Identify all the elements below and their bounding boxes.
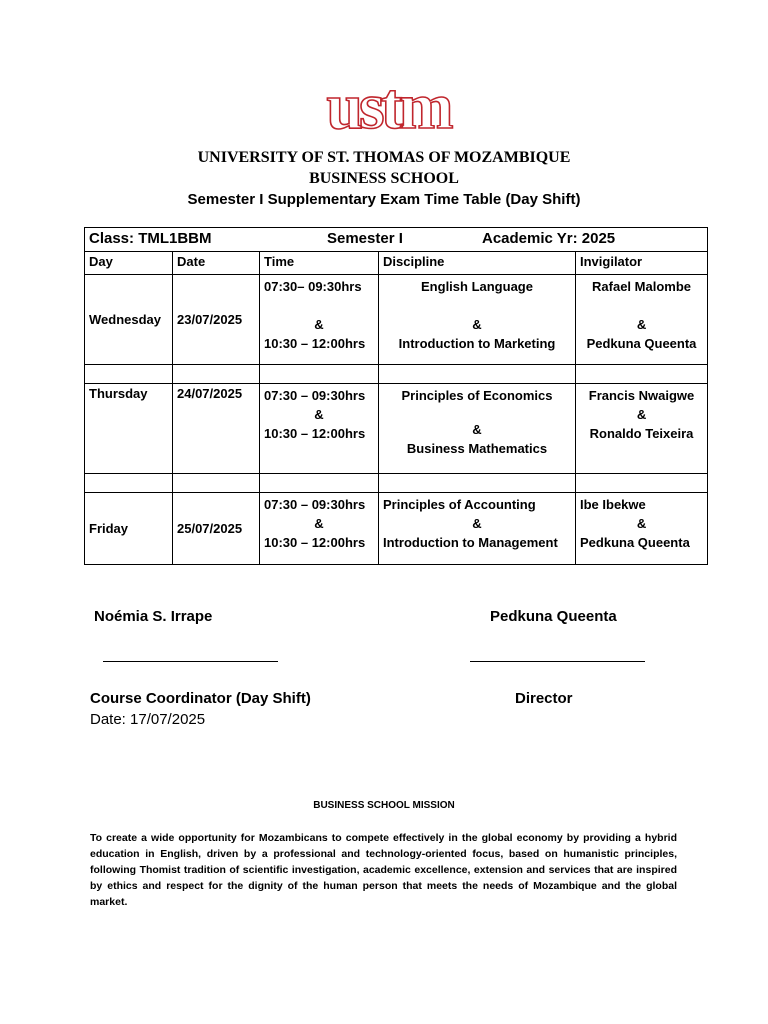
university-name: UNIVERSITY OF ST. THOMAS OF MOZAMBIQUE <box>197 149 571 166</box>
row-day: Thursday <box>85 384 173 474</box>
col-time: Time <box>260 252 379 275</box>
mission-text: To create a wide opportunity for Mozambicans to compete effectively in the global economy by providing a hybrid education in English, driven by a professional and technology-oriented focus, based on humanistic principles, following Thomist tradition of scientific investigation, academic excellence, extension and services that are inspired by ethics and respect for the dignity of the human person that meets the needs of Mozambique and the global market. <box>90 832 677 908</box>
mission-title: BUSINESS SCHOOL MISSION <box>313 800 455 811</box>
class-label: Class: TML1BBM <box>89 230 212 247</box>
coordinator-signature-line <box>103 661 278 662</box>
svg-text:ustm: ustm <box>326 72 450 134</box>
row-discipline: Principles of Accounting & Introduction to Management <box>379 493 576 565</box>
table-row <box>85 493 708 565</box>
row-invigilator: Rafael Malombe & Pedkuna Queenta <box>576 275 708 365</box>
row-time: 07:30 – 09:30hrs & 10:30 – 12:00hrs <box>260 493 379 565</box>
document-date: Date: 17/07/2025 <box>90 711 206 728</box>
school-name: BUSINESS SCHOOL <box>309 170 459 187</box>
spacer-row <box>85 474 708 493</box>
director-name: Pedkuna Queenta <box>490 608 617 625</box>
row-invigilator: Francis Nwaigwe & Ronaldo Teixeira <box>576 384 708 474</box>
table-row <box>85 275 708 365</box>
row-date: 25/07/2025 <box>173 493 260 565</box>
timetable-title: Semester I Supplementary Exam Time Table (Day Shift) <box>187 191 581 208</box>
academic-year-label: Academic Yr: 2025 <box>482 230 616 247</box>
class-info <box>85 228 708 252</box>
col-day: Day <box>85 252 173 275</box>
exam-timetable <box>84 227 708 565</box>
row-invigilator: Ibe Ibekwe & Pedkuna Queenta <box>576 493 708 565</box>
row-date: 23/07/2025 <box>173 275 260 365</box>
row-date: 24/07/2025 <box>173 384 260 474</box>
col-date: Date <box>173 252 260 275</box>
coordinator-name: Noémia S. Irrape <box>94 608 213 625</box>
row-time: 07:30– 09:30hrs & 10:30 – 12:00hrs <box>260 275 379 365</box>
column-headers <box>85 252 708 275</box>
spacer-row <box>85 365 708 384</box>
row-time: 07:30 – 09:30hrs & 10:30 – 12:00hrs <box>260 384 379 474</box>
director-signature-line <box>470 661 645 662</box>
ustm-logo <box>282 72 494 134</box>
semester-label: Semester I <box>327 230 403 247</box>
director-title: Director <box>515 690 573 707</box>
row-day: Friday <box>85 493 173 565</box>
col-invigilator: Invigilator <box>576 252 708 275</box>
col-discipline: Discipline <box>379 252 576 275</box>
row-discipline: Principles of Economics & Business Mathematics <box>379 384 576 474</box>
coordinator-title: Course Coordinator (Day Shift) <box>90 690 311 707</box>
row-discipline: English Language & Introduction to Marketing <box>379 275 576 365</box>
table-header-row <box>85 228 708 252</box>
row-day: Wednesday <box>85 275 173 365</box>
table-row <box>85 384 708 474</box>
